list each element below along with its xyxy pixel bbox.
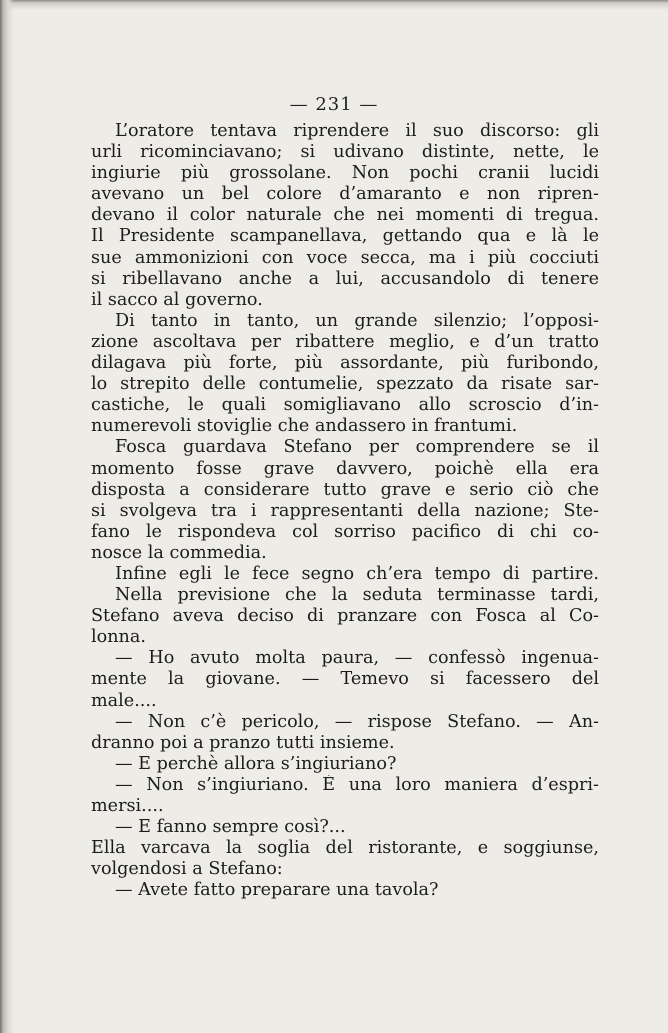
text-line: volgendosi a Stefano: — [91, 859, 283, 880]
text-line: Infine egli le fece segno ch’era tempo di partire. — [115, 563, 599, 584]
text-line: mente la giovane. — Temevo si facessero del — [91, 669, 599, 690]
text-line: — E fanno sempre così?... — [115, 817, 346, 838]
text-line: il sacco al governo. — [91, 289, 263, 310]
text-line: si svolgeva tra i rappresentanti della nazione; Ste- — [91, 500, 599, 521]
text-line: lonna. — [91, 627, 146, 648]
text-line: — Ho avuto molta paura, — confessò ingenua- — [115, 648, 599, 669]
text-line: numerevoli stoviglie che andassero in frantumi. — [91, 416, 518, 437]
text-line: nosce la commedia. — [91, 542, 267, 563]
text-line: Il Presidente scampanellava, gettando qua e là le — [91, 226, 599, 247]
text-line: devano il color naturale che nei momenti di tregua. — [91, 205, 599, 226]
text-line: mersi.... — [91, 796, 164, 816]
body-text — [91, 121, 599, 901]
text-line: fano le rispondeva col sorriso pacifico di chi co- — [91, 521, 599, 542]
text-line: male.... — [91, 690, 157, 711]
text-line: Di tanto in tanto, un grande silenzio; l’opposi- — [115, 310, 599, 331]
page-binding-edge-shadow — [0, 0, 14, 1033]
text-line: — Avete fatto preparare una tavola? — [115, 880, 439, 901]
text-line: castiche, le quali somigliavano allo scroscio d’in- — [91, 395, 599, 416]
text-line: — E perchè allora s’ingiuriano? — [115, 753, 397, 774]
text-line: urli ricominciavano; si udivano distinte, nette, le — [91, 142, 599, 163]
text-line: lo strepito delle contumelie, spezzato da risate sar- — [91, 374, 599, 395]
text-line: avevano un bel colore d’amaranto e non ripren- — [91, 184, 599, 205]
text-line: — Non c’è pericolo, — rispose Stefano. — An- — [115, 711, 599, 732]
text-line: sue ammonizioni con voce secca, ma i più cocciuti — [91, 247, 599, 268]
text-line: dilagava più forte, più assordante, più furibondo, — [91, 353, 599, 374]
text-line: dranno poi a pranzo tutti insieme. — [91, 732, 395, 753]
text-line: si ribellavano anche a lui, accusandolo di tenere — [91, 268, 599, 289]
page-number: — 231 — — [289, 94, 379, 115]
text-line: Stefano aveva deciso di pranzare con Fosca al Co- — [91, 606, 599, 627]
text-line: — Non s’ingiuriano. È una loro maniera d’espri- — [115, 774, 599, 795]
text-line: zione ascoltava per ribattere meglio, e d’un tratto — [91, 331, 599, 352]
text-line: disposta a considerare tutto grave e serio ciò che — [91, 479, 599, 500]
text-line: momento fosse grave davvero, poichè ella era — [91, 458, 599, 479]
text-line: ingiurie più grossolane. Non pochi cranii lucidi — [91, 163, 599, 184]
text-line: Ella varcava la soglia del ristorante, e soggiunse, — [91, 838, 599, 859]
page-top-edge-shadow — [0, 0, 668, 10]
text-line: Fosca guardava Stefano per comprendere se il — [115, 437, 599, 458]
text-line: Nella previsione che la seduta terminasse tardi, — [115, 585, 599, 606]
text-line: L’oratore tentava riprendere il suo discorso: gli — [115, 121, 599, 141]
